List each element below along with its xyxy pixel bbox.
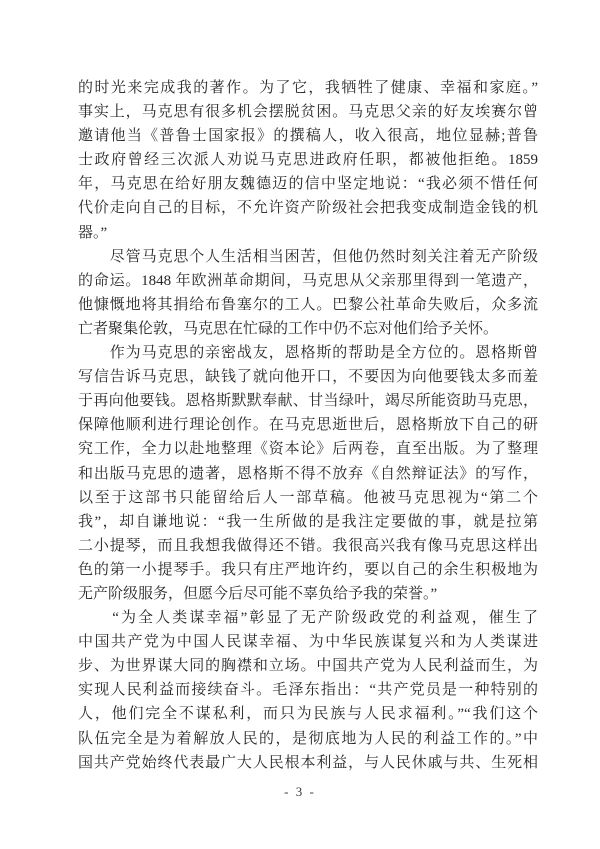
text-line: 的时光来完成我的著作。为了它，我牺牲了健康、幸福和家庭。” <box>78 80 538 96</box>
text-line: 事实上，马克思有很多机会摆脱贫困。马克思父亲的好友埃赛尔曾 <box>78 104 538 121</box>
text-line: 人，他们完全不谋私利，而只为民族与人民求福利。”“我们这个 <box>78 706 538 723</box>
text-line: “为全人类谋幸福”彰显了无产阶级政党的利益观，催生了 <box>78 610 538 627</box>
text-line: 邀请他当《普鲁士国家报》的撰稿人，收入很高，地位显赫;普鲁 <box>78 128 538 145</box>
text-line: 的命运。1848 年欧洲革命期间，马克思从父亲那里得到一笔遗产， <box>78 272 538 289</box>
text-line: 于再向他要钱。恩格斯默默奉献、甘当绿叶，竭尽所能资助马克思， <box>78 393 538 410</box>
text-line: 士政府曾经三次派人劝说马克思进政府任职，都被他拒绝。1859 <box>78 152 538 169</box>
document-body <box>78 76 538 775</box>
page-number: - 3 - <box>284 784 316 799</box>
text-line: 写信告诉马克思，缺钱了就向他开口，不要因为向他要钱太多而羞 <box>78 369 538 386</box>
text-line: 作为马克思的亲密战友，恩格斯的帮助是全方位的。恩格斯曾 <box>78 345 538 362</box>
text-line: 实现人民利益而接续奋斗。毛泽东指出：“共产党员是一种特别的 <box>78 682 538 699</box>
text-line: 年，马克思在给好朋友魏德迈的信中坚定地说：“我必须不惜任何 <box>78 176 538 193</box>
text-line: 步、为世界谋大同的胸襟和立场。中国共产党为人民利益而生，为 <box>78 658 538 675</box>
text-line: 以至于这部书只能留给后人一部草稿。他被马克思视为“第二个 <box>78 489 538 506</box>
text-line: 中国共产党为中国人民谋幸福、为中华民族谋复兴和为人类谋进 <box>78 634 538 651</box>
text-line: 无产阶级服务，但愿今后尽可能不辜负给予我的荣誉。” <box>78 585 438 602</box>
text-line: 他慷慨地将其捐给布鲁塞尔的工人。巴黎公社革命失败后，众多流 <box>78 296 538 313</box>
text-line: 我”，却自谦地说：“我一生所做的是我注定要做的事，就是拉第 <box>78 513 538 530</box>
text-line: 代价走向自己的目标，不允许资产阶级社会把我变成制造金钱的机 <box>78 200 538 217</box>
text-line: 二小提琴，而且我想我做得还不错。我很高兴我有像马克思这样出 <box>78 537 538 554</box>
text-line: 国共产党始终代表最广大人民根本利益，与人民休戚与共、生死相 <box>78 754 538 771</box>
text-line: 色的第一小提琴手。我只有庄严地许约，要以自己的余生积极地为 <box>78 561 538 578</box>
text-line: 尽管马克思个人生活相当困苦，但他仍然时刻关注着无产阶级 <box>78 248 538 265</box>
text-line: 究工作，全力以赴地整理《资本论》后两卷，直至出版。为了整理 <box>78 441 538 458</box>
text-line: 器。” <box>78 224 108 241</box>
text-line: 队伍完全是为着解放人民的，是彻底地为人民的利益工作的。”中 <box>78 730 538 747</box>
text-line: 亡者聚集伦敦，马克思在忙碌的工作中仍不忘对他们给予关怀。 <box>78 320 499 337</box>
text-line: 和出版马克思的遗著，恩格斯不得不放弃《自然辩证法》的写作， <box>78 465 538 482</box>
text-line: 保障他顺利进行理论创作。在马克思逝世后，恩格斯放下自己的研 <box>78 417 538 434</box>
